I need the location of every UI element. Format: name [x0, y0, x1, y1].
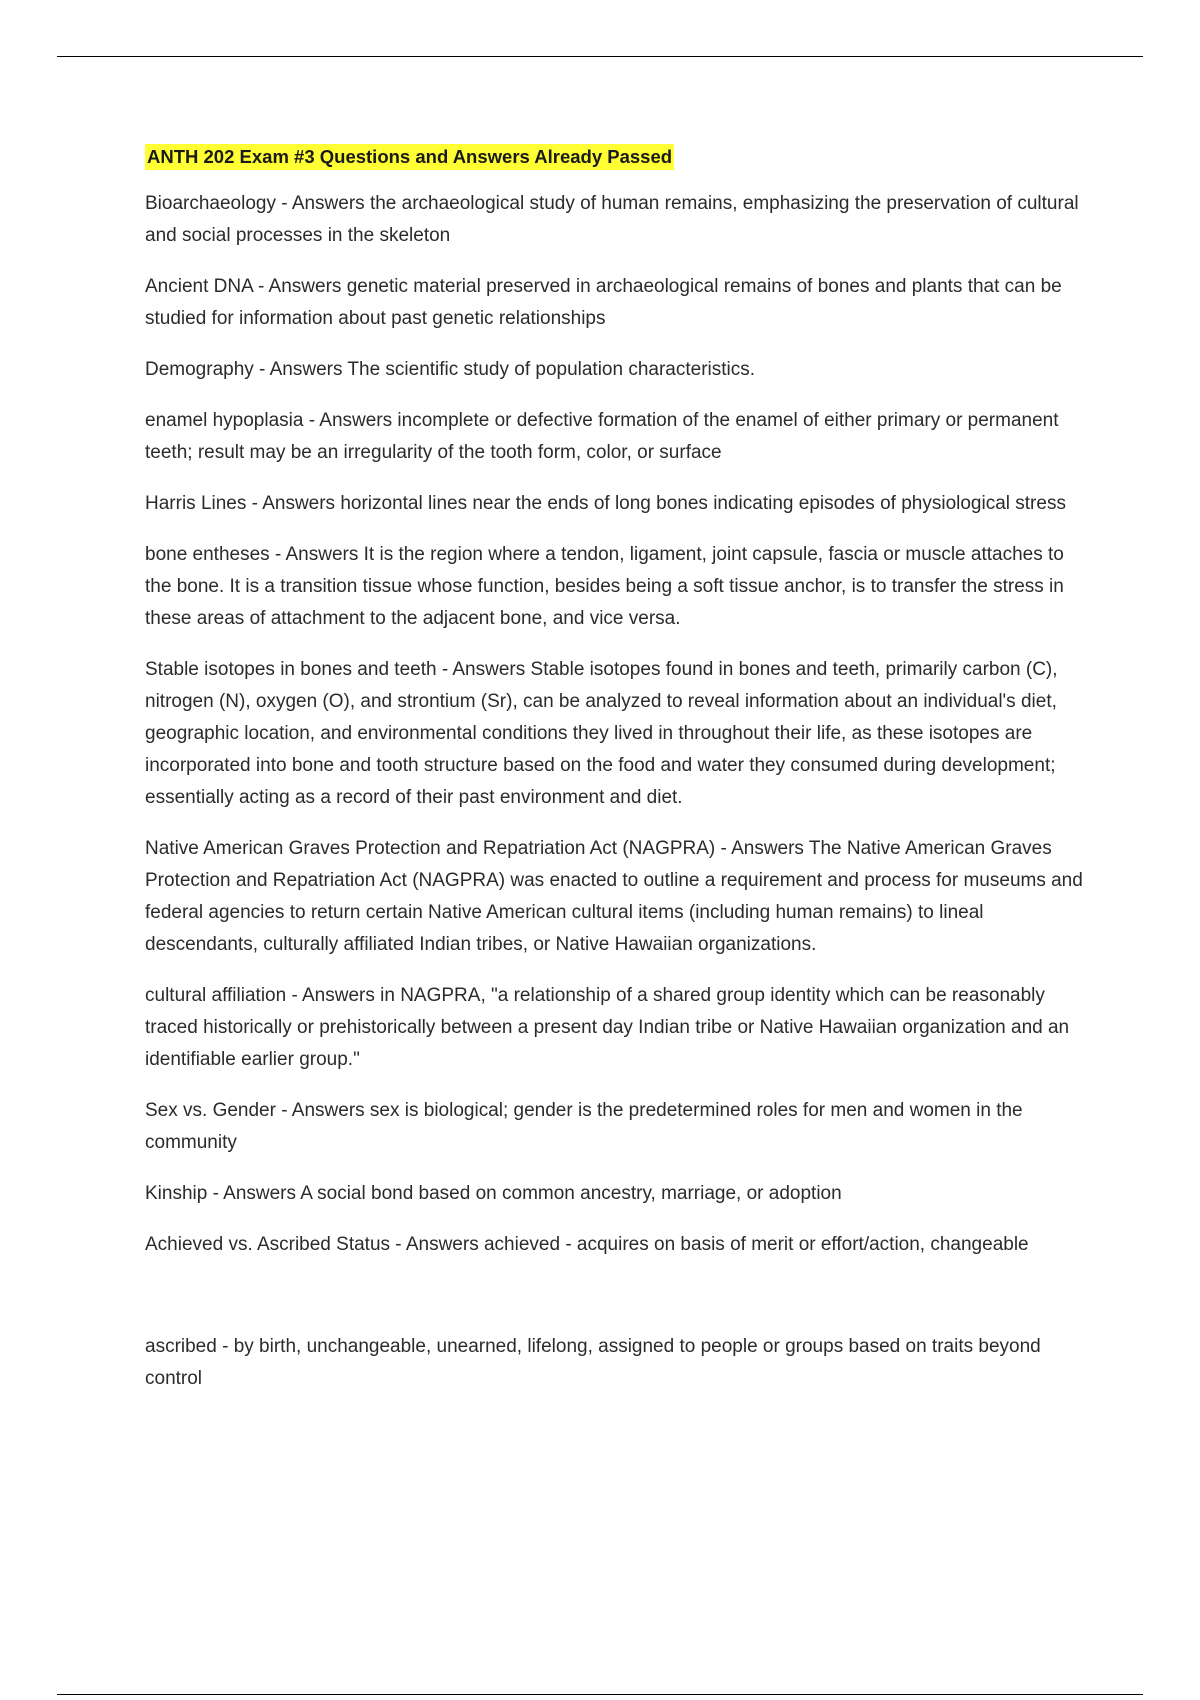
entry-sex-vs-gender: Sex vs. Gender - Answers sex is biological; gender is the predetermined roles for men and women in the community — [145, 1100, 1023, 1153]
entry-enamel-hypoplasia: enamel hypoplasia - Answers incomplete or defective formation of the enamel of either primary or permanent teeth; result may be an irregularity of the tooth form, color, or surface — [145, 410, 1059, 463]
entry-stable-isotopes: Stable isotopes in bones and teeth - Answers Stable isotopes found in bones and teeth, primarily carbon (C), nitrogen (N), oxygen (O), and strontium (Sr), can be analyzed to reveal information about an individual's diet, geographic location, and environmental conditions they lived in throughout their life, as these isotopes are incorporated into bone and tooth structure based on the food and water they consumed during development; essentially acting as a record of their past environment and diet. — [145, 659, 1058, 808]
entry-cultural-affiliation: cultural affiliation - Answers in NAGPRA, "a relationship of a shared group identity which can be reasonably traced historically or prehistorically between a present day Indian tribe or Native Hawaiian organization and an identifiable earlier group." — [145, 985, 1070, 1070]
entry-nagpra: Native American Graves Protection and Repatriation Act (NAGPRA) - Answers The Native American Graves Protection and Repatriation Act (NAGPRA) was enacted to outline a requirement and process for museums and federal agencies to return certain Native American cultural items (including human remains) to lineal descendants, culturally affiliated Indian tribes, or Native Hawaiian organizations. — [145, 838, 1083, 955]
top-rule — [57, 56, 1143, 57]
entry-bioarchaeology: Bioarchaeology - Answers the archaeological study of human remains, emphasizing the preservation of cultural and social processes in the skeleton — [145, 193, 1079, 246]
document-title: ANTH 202 Exam #3 Questions and Answers Already Passed — [145, 144, 674, 170]
entry-harris-lines: Harris Lines - Answers horizontal lines near the ends of long bones indicating episodes of physiological stress — [145, 493, 1066, 514]
entry-ascribed-continuation: ascribed - by birth, unchangeable, unearned, lifelong, assigned to people or groups based on traits beyond control — [145, 1336, 1041, 1389]
document-body — [145, 144, 1091, 1395]
bottom-rule — [57, 1694, 1143, 1695]
entry-demography: Demography - Answers The scientific study of population characteristics. — [145, 359, 756, 380]
entry-achieved-vs-ascribed: Achieved vs. Ascribed Status - Answers achieved - acquires on basis of merit or effort/action, changeable — [145, 1234, 1029, 1255]
entry-ancient-dna: Ancient DNA - Answers genetic material preserved in archaeological remains of bones and plants that can be studied for information about past genetic relationships — [145, 276, 1062, 329]
entry-bone-entheses: bone entheses - Answers It is the region where a tendon, ligament, joint capsule, fascia or muscle attaches to the bone. It is a transition tissue whose function, besides being a soft tissue anchor, is to transfer the stress in these areas of attachment to the adjacent bone, and vice versa. — [145, 544, 1064, 629]
entry-kinship: Kinship - Answers A social bond based on common ancestry, marriage, or adoption — [145, 1183, 842, 1204]
title-wrap — [145, 144, 1091, 170]
